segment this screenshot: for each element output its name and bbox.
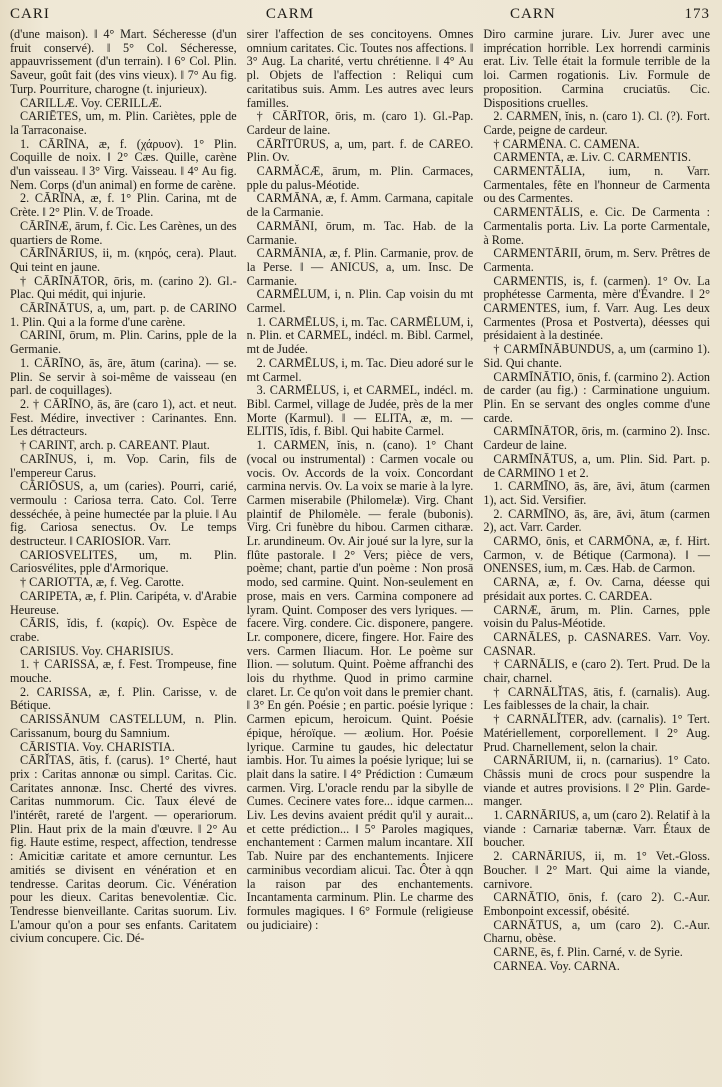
dictionary-entry: CARNÆ, ārum, m. Plin. Carnes, pple voisin du Palus-Méotide. [483, 602, 711, 631]
dictionary-entry: † CĀRĪTOR, ōris, m. (caro 1). Gl.-Pap. Cardeur de laine. [246, 109, 474, 137]
dictionary-entry: CĀRIŌSUS, a, um (caries). Pourri, carié, vermoulu : Cariosa terra. Cato. Col. Terre desséchée, à peine humectée par la pluie. ‖ Au fig. Cariosa senectus. Ov. Le temps destructeur. ‖ CARIOSIOR. Varr. [10, 479, 237, 549]
dictionary-entry: CARMĀNIA, æ, f. Plin. Carmanie, prov. de la Perse. ‖ — ANICUS, a, um. Insc. De Carmanie. [246, 246, 474, 288]
dictionary-entry: 1. CARNĀRIUS, a, um (caro 2). Relatif à la viande : Carnariæ tabernæ. Varr. Étaux de boucher. [483, 808, 711, 850]
dictionary-entry: CARMENTIS, is, f. (carmen). 1° Ov. La prophétesse Carmenta, mère d'Évandre. ‖ 2° CARMENTES, ium, f. Varr. Aug. Les deux Carmentes (Prosa et Postverta), déesses qui présidaient à la destinée. [483, 273, 711, 343]
dictionary-entry: CARMENTĀLIA, ium, n. Varr. Carmentales, fête en l'honneur de Carmenta ou des Carmentes. [483, 164, 711, 206]
dictionary-entry: 2. CARMĪNO, ās, āre, āvi, ātum (carmen 2), act. Varr. Carder. [483, 506, 711, 535]
dictionary-entry: † CARIOTTA, æ, f. Veg. Carotte. [20, 575, 184, 590]
dictionary-entry: CARMENTA, æ. Liv. C. CARMENTIS. [493, 150, 691, 165]
dictionary-entry: CĀRĪNĀRIUS, ii, m. (κηρός, cera). Plaut. Qui teint en jaune. [10, 246, 237, 274]
dictionary-entry: † CARNĀLĬTAS, ātis, f. (carnalis). Aug. Les faiblesses de la chair, la chair. [483, 684, 711, 713]
dictionary-entry: CARMĂCÆ, ārum, m. Plin. Carmaces, pple du palus-Méotide. [246, 164, 474, 192]
dictionary-entry: CARNA, æ, f. Ov. Carna, déesse qui présidait aux portes. C. CARDEA. [483, 575, 711, 603]
dictionary-entry: CĀRĪNĀTUS, a, um, part. p. de CARINO 1. Plin. Qui a la forme d'une carène. [10, 301, 237, 329]
dictionary-entry: 2. CARMĒLUS, i, m. Tac. Dieu adoré sur le mt Carmel. [246, 355, 474, 384]
dictionary-entry: 1. † CARISSA, æ, f. Fest. Trompeuse, fine mouche. [10, 657, 237, 686]
header-center-guide-word: CARM [265, 6, 315, 22]
running-header [10, 6, 710, 28]
dictionary-entry: † CARINT, arch. p. CAREANT. Plaut. [20, 438, 210, 453]
dictionary-entry: 1. CARMĪNO, ās, āre, āvi, ātum (carmen 1), act. Sid. Versifier. [483, 479, 711, 507]
dictionary-entry: CĀRĬTAS, ātis, f. (carus). 1° Cherté, haut prix : Caritas annonæ ou simpl. Caritas. Cic. Caritates annonæ. Insc. Cherté des vivres. Caritas nummorum. Cic. Taux élevé de l'intérêt, rareté de l'argent. — operariorum. Plin. Haut prix de la main d'œuvre. ‖ 2° Au fig. Haute estime, respect, affection, tendresse : Amicitiæ caritate et amore cernuntur. Les amitiés se divisent en vénération et en tendresse. Caritas deorum. Cic. Vénération pour les dieux. Caritas benevolentiæ. Cic. Tendresse bienveillante. Caritas suorum. Liv. L'amour qu'on a pour ses enfants. Caritatem civium concupere. Cic. Dé- [10, 753, 237, 946]
dictionary-entry: CĀRISTIA. Voy. CHARISTIA. [20, 739, 175, 754]
dictionary-entry: CARMĪNĀTIO, ōnis, f. (carmino 2). Action de carder (au fig.) : Carminatione unguium. Plin. En se servant des ongles comme d'une carde. [483, 369, 711, 425]
dictionary-entry: CARINI, ōrum, m. Plin. Carins, pple de la Germanie. [10, 328, 237, 357]
dictionary-entry: † CARMĒNA. C. CAMENA. [493, 136, 640, 151]
dictionary-entry: 2. CARMEN, ĭnis, n. (caro 1). Cl. (?). Fort. Carde, peigne de cardeur. [483, 109, 711, 137]
dictionary-entry: CARMENTĀRII, ōrum, m. Serv. Prêtres de Carmenta. [483, 246, 711, 274]
dictionary-entry: 2. CARNĀRIUS, ii, m. 1° Vet.-Gloss. Boucher. ‖ 2° Mart. Qui aime la viande, carnivore. [483, 849, 711, 891]
dictionary-entry: 3. CARMĒLUS, i, et CARMEL, indécl. m. Bibl. Carmel, village de Judée, près de la mer Morte (Karmul). ‖ — ELITA, æ, m. — ELITIS, ĭdis, f. Bibl. Qui habite Carmel. [246, 383, 474, 439]
dictionary-entry: CARNĀLES, p. CASNARES. Varr. Voy. CASNAR. [483, 629, 711, 658]
column-1 [10, 28, 237, 1078]
dictionary-entry: (d'une maison). ‖ 4° Mart. Sécheresse (d'un fruit conservé). ‖ 5° Col. Sécheresse, appauvrissement (d'un terrain). ‖ 6° Col. Plin. Saveur, goût fait (des vins vieux). ‖ 7° Au fig. Turp. Pourriture, charogne (t. injurieux). [10, 28, 237, 96]
dictionary-entry: CARISSĀNUM CASTELLUM, n. Plin. Carissanum, bourg du Samnium. [10, 712, 237, 740]
dictionary-entry: Diro carmine jurare. Liv. Jurer avec une imprécation horrible. Lex horrendi carminis erat. Liv. Telle était la formule terrible de la loi. Carmen rogationis. Liv. Formule de proposition. Carmina cruciatūs. Cic. Dispositions cruelles. [483, 28, 711, 110]
dictionary-entry: † CĀRĪNĀTOR, ōris, m. (carino 2). Gl.-Plac. Qui médit, qui injurie. [10, 273, 237, 302]
dictionary-entry: CARMENTĀLIS, e. Cic. De Carmenta : Carmentalis porta. Liv. La porte Carmentale, à Rome. [483, 205, 711, 247]
dictionary-entry: CARMĀNA, æ, f. Amm. Carmana, capitale de la Carmanie. [246, 191, 474, 220]
column-3 [483, 28, 710, 1078]
dictionary-entry: 2. CARISSA, æ, f. Plin. Carisse, v. de Bétique. [10, 684, 237, 713]
dictionary-entry: CĀRĪNÆ, ārum, f. Cic. Les Carènes, un des quartiers de Rome. [10, 218, 237, 247]
dictionary-entry: CARNE, ēs, f. Plin. Carné, v. de Syrie. [493, 945, 683, 960]
dictionary-entry: CARNEA. Voy. CARNA. [493, 958, 620, 973]
dictionary-entry: CARĪNUS, i, m. Vop. Carin, fils de l'empereur Carus. [10, 451, 237, 480]
columns [10, 28, 710, 1078]
dictionary-entry: † CARNĀLĬTER, adv. (carnalis). 1° Tert. Matériellement, corporellement. ‖ 2° Aug. Prud. Charnellement, selon la chair. [483, 712, 711, 754]
column-2 [247, 28, 474, 1078]
dictionary-entry: † CARNĀLIS, e (caro 2). Tert. Prud. De la chair, charnel. [483, 657, 711, 686]
dictionary-entry: CARMĒLUM, i, n. Plin. Cap voisin du mt Carmel. [246, 287, 474, 316]
dictionary-entry: CARIPETA, æ, f. Plin. Caripéta, v. d'Arabie Heureuse. [10, 588, 237, 617]
dictionary-entry: CARIOSVELITES, um, m. Plin. Cariosvélites, pple d'Armorique. [10, 547, 237, 576]
header-right-group [510, 6, 710, 23]
dictionary-entry: 1. CARMĒLUS, i, m. Tac. CARMĒLUM, i, n. Plin. et CARMEL, indécl. m. Bibl. Carmel, mt de Judée. [246, 314, 474, 357]
dictionary-entry: CARILLÆ. Voy. CERILLÆ. [20, 95, 162, 110]
dictionary-entry: CĀRIS, ĭdis, f. (καρίς). Ov. Espèce de crabe. [10, 616, 237, 644]
header-right-guide-word: CARN [510, 6, 556, 22]
dictionary-entry: † CARMĪNĀBUNDUS, a, um (carmino 1). Sid. Qui chante. [483, 342, 711, 370]
dictionary-entry: CARNĀTUS, a, um (caro 2). C.-Aur. Charnu, obèse. [483, 917, 711, 946]
dictionary-entry: CĀRĪTŪRUS, a, um, part. f. de CAREO. Plin. Ov. [246, 136, 474, 165]
dictionary-entry: CARMO, ōnis, et CARMŌNA, æ, f. Hirt. Carmon, v. de Bétique (Carmona). ‖ — ONENSES, ium, m. Cæs. Hab. de Carmon. [483, 534, 711, 576]
dictionary-entry: CARNĀTIO, ōnis, f. (caro 2). C.-Aur. Embonpoint excessif, obésité. [483, 890, 711, 918]
dictionary-entry: CARMĪNĀTOR, ōris, m. (carmino 2). Insc. Cardeur de laine. [483, 424, 711, 453]
dictionary-entry: CARMĪNĀTUS, a, um. Plin. Sid. Part. p. de CARMINO 1 et 2. [483, 451, 711, 480]
dictionary-entry: CARIĒTES, um, m. Plin. Cariètes, pple de la Tarraconaise. [10, 109, 237, 137]
dictionary-entry: 1. CĀRĪNO, ās, āre, ātum (carina). — se. Plin. Se servir à soi-même de vaisseau (en parl. de coquillages). [10, 355, 237, 398]
header-left-guide-word: CARI [10, 6, 50, 22]
dictionary-entry: CARMĀNI, ōrum, m. Tac. Hab. de la Carmanie. [246, 218, 474, 247]
dictionary-entry: 2. † CĀRĪNO, ās, āre (caro 1), act. et neut. Fest. Médire, invectiver : Carinantes. Enn. Les détracteurs. [10, 396, 237, 439]
dictionary-entry: sirer l'affection de ses concitoyens. Omnes omnium caritates. Cic. Toutes nos affections. ‖ 3° Aug. La charité, vertu chrétienne. ‖ 4° Au pl. Objets de l'affection : Reliqui cum caritatibus suis. Amm. Les autres avec leurs familles. [246, 28, 474, 110]
dictionary-entry: CARNĀRIUM, ii, n. (carnarius). 1° Cato. Châssis muni de crocs pour suspendre la viande et autres provisions. ‖ 2° Plin. Garde-manger. [483, 753, 711, 809]
page-number: 173 [684, 6, 710, 22]
dictionary-entry: 1. CARMEN, ĭnis, n. (cano). 1° Chant (vocal ou instrumental) : Carmen vocale ou vocis. Ov. Accords de la voix. Concordant carmina nervis. Ov. La voix se marie à la lyre. Carmen miserabile (Philomelæ). Virg. Chant plaintif de Philomèle. — ferale (bubonis). Virg. Cri funèbre du hibou. Carmen citharæ. Lr. arundineum. Ov. Air joué sur la lyre, sur la flûte pastorale. ‖ 2° Vers; pièce de vers, poème; chant, partie d'un poème : Non prosā modo, sed carmine. Quint. Non-seulement en prose, mais en vers. Carmina componere ad lyram. Quint. Composer des vers lyriques. — facere. Virg. condere. Cic. disponere, pangere. Lr. componere, dicere, fingere. Hor. Faire des vers. Carmen Iliacum. Hor. Le poème sur Ilion. — solutum. Quint. Poème affranchi des lois du rhythme. Quod in primo carmine claret. Lr. Ce qu'on voit dans le premier chant. ‖ 3° En gén. Poésie ; en partic. poésie lyrique : Carmen epicum, heroicum. Quint. Poésie épique, héroïque. — æolium. Hor. Poésie lyrique. Carmine tu gaudes, hic delectatur iambis. Hor. Tu aimes la poésie lyrique; lui se plait dans la satire. ‖ 4° Prédiction : Cumæum carmen. Virg. L'oracle rendu par la sibylle de Cumes. Cecinere vates fore... idque carmen... Liv. Les devins avaient prédit qu'il y aurait... et cette prédiction... ‖ 5° Paroles magiques, enchantement : Carmen malum incantare. XII Tab. Nuire par des enchantements. Injicere carminibus vecordiam alicui. Tac. Ôter à qqn la raison par des enchantements. Incantamenta carminum. Plin. Le charme des formules magiques. ‖ 6° Formule (religieuse ou judiciaire) : [246, 438, 474, 932]
dictionary-entry: 2. CĀRĪNA, æ, f. 1° Plin. Carina, mt de Crète. ‖ 2° Plin. V. de Troade. [10, 191, 237, 220]
dictionary-entry: 1. CĀRĪNA, æ, f. (χάρυον). 1° Plin. Coquille de noix. ‖ 2° Cæs. Quille, carène d'un vaisseau. ‖ 3° Virg. Vaisseau. ‖ 4° Au fig. Nem. Corps (d'un animal) en forme de carène. [10, 136, 237, 192]
dictionary-entry: CARISIUS. Voy. CHARISIUS. [20, 643, 174, 658]
